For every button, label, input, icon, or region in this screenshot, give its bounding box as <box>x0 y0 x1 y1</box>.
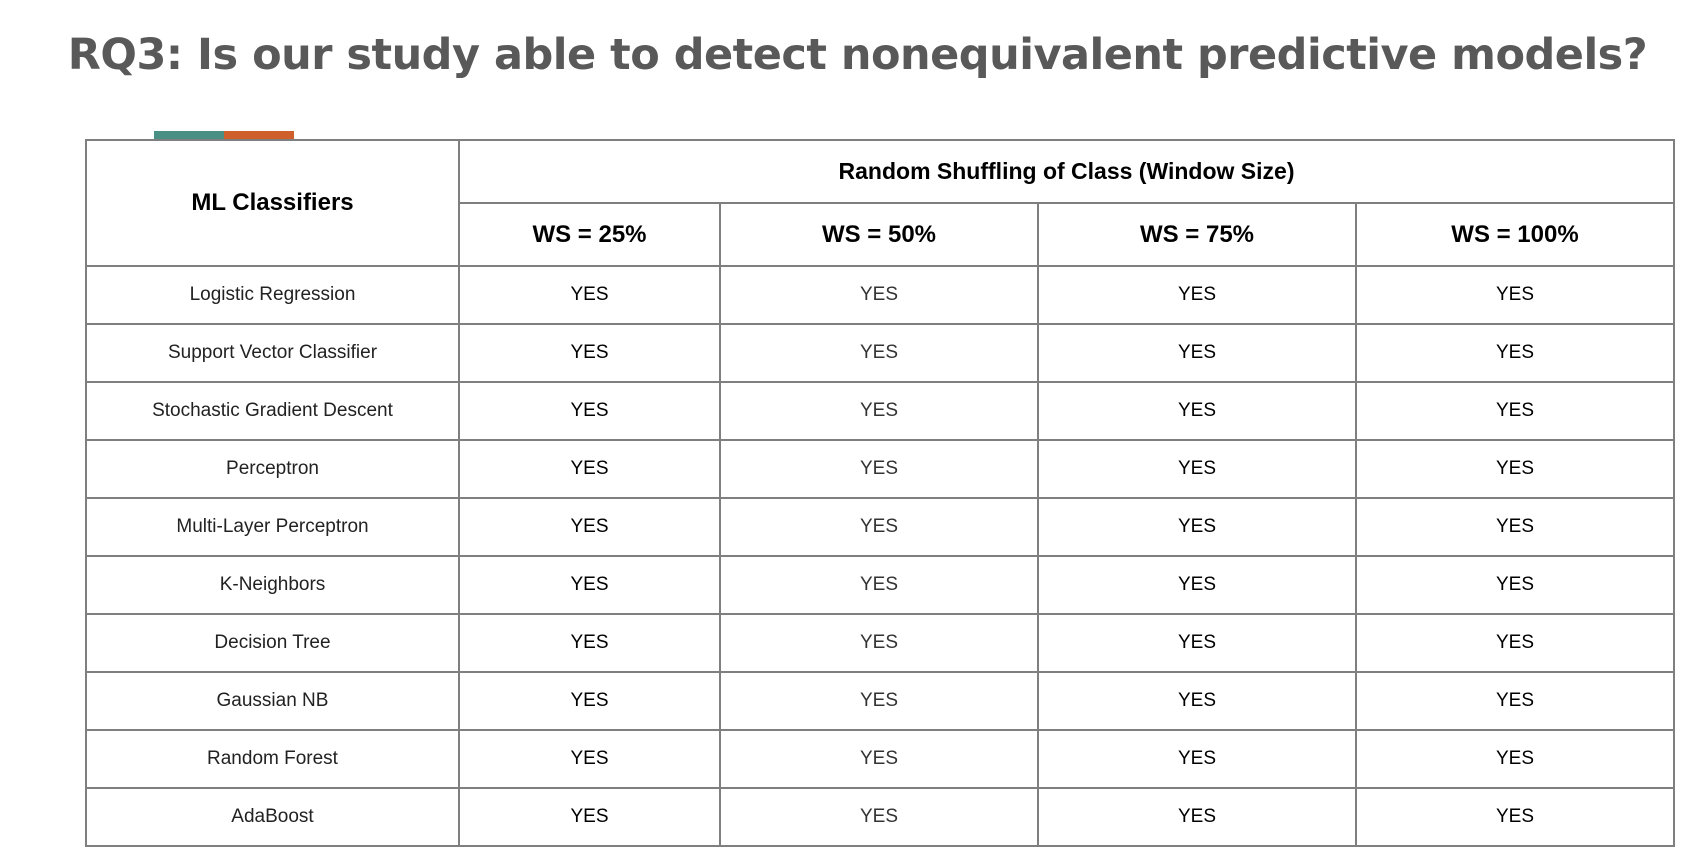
result-cell: YES <box>1356 324 1674 382</box>
table-row <box>86 672 1674 730</box>
result-cell: YES <box>459 730 720 788</box>
classifier-name: Support Vector Classifier <box>86 324 459 382</box>
classifier-name: Gaussian NB <box>86 672 459 730</box>
result-cell: YES <box>1038 498 1356 556</box>
classifier-name: Perceptron <box>86 440 459 498</box>
result-cell: YES <box>459 788 720 846</box>
header-ws-100: WS = 100% <box>1356 203 1674 266</box>
table-row <box>86 440 1674 498</box>
classifier-name: Multi-Layer Perceptron <box>86 498 459 556</box>
classifier-name: AdaBoost <box>86 788 459 846</box>
result-cell: YES <box>1038 672 1356 730</box>
result-cell: YES <box>1356 266 1674 324</box>
result-cell: YES <box>1356 672 1674 730</box>
result-cell: YES <box>1038 556 1356 614</box>
table-row <box>86 324 1674 382</box>
result-cell: YES <box>1356 382 1674 440</box>
result-cell: YES <box>720 266 1038 324</box>
result-cell: YES <box>720 556 1038 614</box>
result-cell: YES <box>459 498 720 556</box>
table-row <box>86 266 1674 324</box>
result-cell: YES <box>459 440 720 498</box>
table-header-row <box>86 140 1674 203</box>
slide-title: RQ3: Is our study able to detect nonequivalent predictive models? <box>67 30 1648 80</box>
classifier-name: Stochastic Gradient Descent <box>86 382 459 440</box>
result-cell: YES <box>1038 730 1356 788</box>
header-random-shuffling: Random Shuffling of Class (Window Size) <box>459 140 1674 203</box>
result-cell: YES <box>459 382 720 440</box>
table-row <box>86 556 1674 614</box>
table-row <box>86 498 1674 556</box>
header-ml-classifiers: ML Classifiers <box>86 140 459 266</box>
result-cell: YES <box>1356 614 1674 672</box>
result-cell: YES <box>459 266 720 324</box>
result-cell: YES <box>1038 788 1356 846</box>
result-cell: YES <box>720 324 1038 382</box>
header-ws-50: WS = 50% <box>720 203 1038 266</box>
result-cell: YES <box>459 556 720 614</box>
table-row <box>86 788 1674 846</box>
classifier-name: Decision Tree <box>86 614 459 672</box>
results-table <box>85 139 1675 847</box>
result-cell: YES <box>720 614 1038 672</box>
result-cell: YES <box>1038 440 1356 498</box>
classifier-name: K-Neighbors <box>86 556 459 614</box>
header-ws-25: WS = 25% <box>459 203 720 266</box>
result-cell: YES <box>720 672 1038 730</box>
result-cell: YES <box>459 672 720 730</box>
classifier-name: Random Forest <box>86 730 459 788</box>
result-cell: YES <box>1038 614 1356 672</box>
result-cell: YES <box>1356 556 1674 614</box>
table-row <box>86 382 1674 440</box>
result-cell: YES <box>720 730 1038 788</box>
result-cell: YES <box>720 382 1038 440</box>
result-cell: YES <box>1356 730 1674 788</box>
result-cell: YES <box>459 614 720 672</box>
result-cell: YES <box>720 788 1038 846</box>
result-cell: YES <box>720 440 1038 498</box>
header-ws-75: WS = 75% <box>1038 203 1356 266</box>
result-cell: YES <box>1356 788 1674 846</box>
table-row <box>86 730 1674 788</box>
result-cell: YES <box>459 324 720 382</box>
result-cell: YES <box>1038 266 1356 324</box>
table-row <box>86 614 1674 672</box>
result-cell: YES <box>1038 382 1356 440</box>
result-cell: YES <box>1356 498 1674 556</box>
result-cell: YES <box>720 498 1038 556</box>
result-cell: YES <box>1356 440 1674 498</box>
result-cell: YES <box>1038 324 1356 382</box>
classifier-name: Logistic Regression <box>86 266 459 324</box>
